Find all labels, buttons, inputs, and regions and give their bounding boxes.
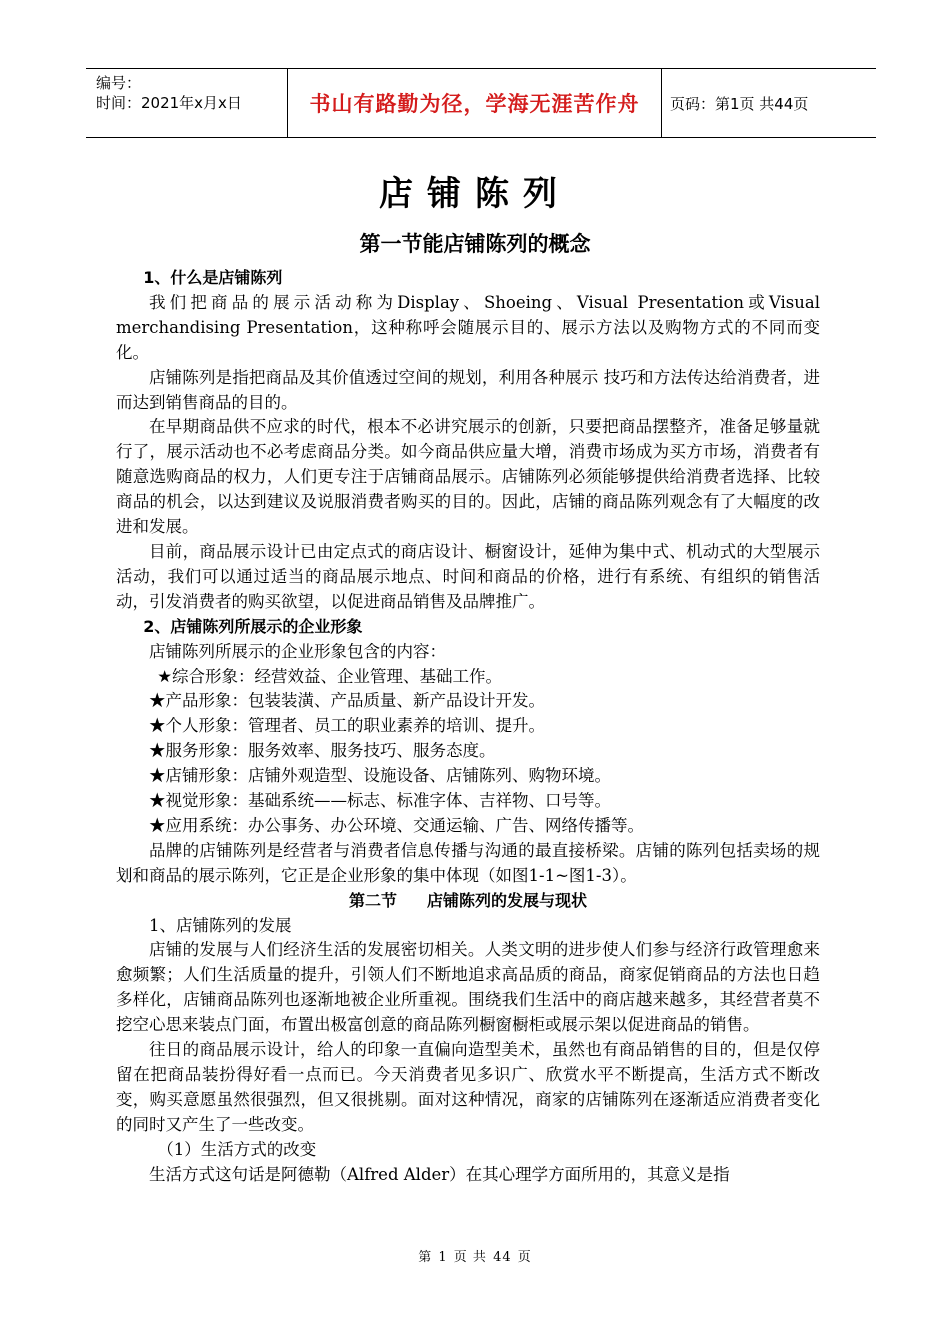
section-2-number: 第二节 bbox=[348, 890, 397, 910]
paragraph: 我们把商品的展示活动称为Display、Shoeing、Visual Presentation或Visual merchandising Presentation，这种称呼会随展示目的、展示方法以及购物方式的不同而变化。 bbox=[116, 292, 820, 362]
footer-suffix: 页 bbox=[517, 1250, 532, 1265]
list-item bbox=[116, 714, 820, 739]
paragraph: 生活方式这句话是阿德勒（Alfred Alder）在其心理学方面所用的，其意义是指 bbox=[149, 1164, 730, 1184]
list-item bbox=[116, 689, 820, 714]
list-item bbox=[116, 665, 820, 690]
footer-total-pages: 44 bbox=[493, 1250, 512, 1265]
list-item-text: 店铺形象：店铺外观造型、设施设备、店铺陈列、购物环境。 bbox=[165, 766, 611, 786]
document-body bbox=[116, 266, 820, 1188]
star-icon: ★ bbox=[149, 766, 166, 786]
star-icon: ★ bbox=[149, 791, 166, 811]
paragraph: 目前，商品展示设计已由定点式的商店设计、橱窗设计，延伸为集中式、机动式的大型展示活动，我们可以通过适当的商品展示地点、时间和商品的价格，进行有系统、有组织的销售活动，引发消费者的购买欲望，以促进商品销售及品牌推广。 bbox=[116, 541, 820, 611]
document-title: 店铺陈列 bbox=[379, 174, 571, 214]
document-date-label: 时间：2021年x月x日 bbox=[96, 94, 242, 112]
paragraph: 往日的商品展示设计，给人的印象一直偏向造型美术，虽然也有商品销售的目的，但是仅停留在把商品装扮得好看一点而已。今天消费者见多识广、欣赏水平不断提高，生活方式不断改变，购买意愿虽然很强烈，但又很挑剔。面对这种情况，商家的店铺陈列在逐渐适应消费者变化的同时又产生了一些改变。 bbox=[116, 1040, 820, 1134]
section-2-title bbox=[116, 889, 820, 914]
header-motto: 书山有路勤为径，学海无涯苦作舟 bbox=[288, 69, 662, 137]
page-footer bbox=[0, 1246, 950, 1265]
paragraph: 店铺陈列是指把商品及其价值透过空间的规划，利用各种展示 技巧和方法传达给消费者，进而达到销售商品的目的。 bbox=[116, 367, 820, 412]
list-item-text: 个人形象：管理者、员工的职业素养的培训、提升。 bbox=[165, 716, 545, 736]
list-item-text: 应用系统：办公事务、办公环境、交通运输、广告、网络传播等。 bbox=[165, 815, 644, 835]
section-2-heading-1: 1、店铺陈列的发展 bbox=[149, 915, 292, 935]
star-icon: ★ bbox=[149, 815, 166, 835]
footer-middle: 页 共 bbox=[453, 1250, 487, 1265]
star-icon: ★ bbox=[157, 666, 173, 686]
paragraph: 品牌的店铺陈列是经营者与消费者信息传播与沟通的最直接桥梁。店铺的陈列包括卖场的规划和商品的展示陈列，它正是企业形象的集中体现（如图1-1~图1-3）。 bbox=[116, 840, 820, 885]
document-number-label: 编号： bbox=[96, 74, 142, 92]
section-1-title: 第一节能店铺陈列的概念 bbox=[359, 232, 591, 256]
star-icon: ★ bbox=[149, 716, 166, 736]
star-icon: ★ bbox=[149, 691, 166, 711]
list-item-text: 视觉形象：基础系统——标志、标准字体、吉祥物、口号等。 bbox=[165, 791, 611, 811]
header-table bbox=[86, 68, 876, 138]
list-item bbox=[116, 814, 820, 839]
paragraph: 店铺陈列所展示的企业形象包含的内容： bbox=[149, 641, 446, 661]
section-2-name: 店铺陈列的发展与现状 bbox=[427, 890, 588, 910]
section-2-subheading: （1）生活方式的改变 bbox=[157, 1139, 317, 1159]
list-item bbox=[116, 739, 820, 764]
section-1-heading-1: 1、什么是店铺陈列 bbox=[143, 268, 283, 287]
footer-page-number: 1 bbox=[438, 1250, 448, 1265]
section-1-heading-2: 2、店铺陈列所展示的企业形象 bbox=[143, 616, 363, 636]
paragraph: 在早期商品供不应求的时代，根本不必讲究展示的创新，只要把商品摆整齐，准备足够量就行了，展示活动也不必考虑商品分类。如今商品供应量大增，消费市场成为买方市场，消费者有随意选购商品的权力，人们更专注于店铺商品展示。店铺陈列必须能够提供给消费者选择、比较商品的机会，以达到建议及说服消费者购买的目的。因此，店铺的商品陈列观念有了大幅度的改进和发展。 bbox=[116, 417, 820, 537]
list-item-text: 产品形象：包装装潢、产品质量、新产品设计开发。 bbox=[165, 691, 545, 711]
list-item-text: 综合形象：经营效益、企业管理、基础工作。 bbox=[172, 666, 503, 686]
footer-prefix: 第 bbox=[418, 1250, 433, 1265]
list-item bbox=[116, 764, 820, 789]
list-item bbox=[116, 789, 820, 814]
paragraph: 店铺的发展与人们经济生活的发展密切相关。人类文明的进步使人们参与经济行政管理愈来愈频繁；人们生活质量的提升，引领人们不断地追求高品质的商品，商家促销商品的方法也日趋多样化，店铺商品陈列也逐渐地被企业所重视。围绕我们生活中的商店越来越多，其经营者莫不挖空心思来装点门面，布置出极富创意的商品陈列橱窗橱柜或展示架以促进商品的销售。 bbox=[116, 940, 820, 1035]
star-icon: ★ bbox=[149, 741, 166, 761]
list-item-text: 服务形象：服务效率、服务技巧、服务态度。 bbox=[165, 741, 496, 761]
header-info-cell bbox=[86, 69, 288, 137]
header-page-label: 页码：第1页 共44页 bbox=[670, 94, 809, 113]
